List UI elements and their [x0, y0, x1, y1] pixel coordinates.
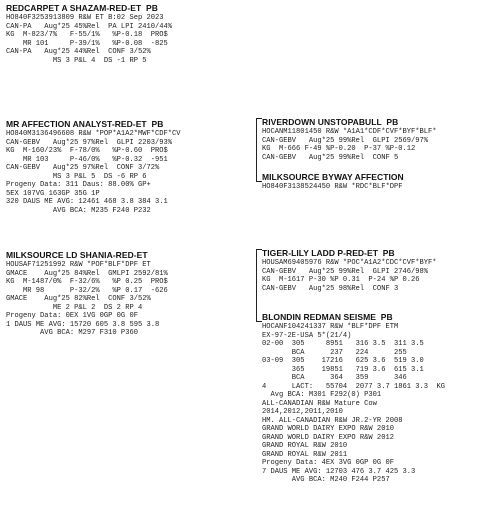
info-line: MS 3 P&L 5 DS -6 RP 6 — [6, 172, 147, 181]
pedigree-block-sires-dam — [262, 172, 404, 192]
info-line: HO840F3138524450 R&W *RDC*BLF*DPF — [262, 183, 403, 191]
info-line: Progeny Data: 4EX 3VG 0GP 0G 0F — [262, 459, 394, 467]
info-line: MS 3 P&L 4 DS -1 RP 5 — [6, 56, 147, 65]
info-line: HOCANF104241337 R&W *BLF*DPF ETM — [262, 323, 399, 331]
info-line: CAN-GEBV Aug*25 99%Rel GLPI 2569/97% — [262, 136, 429, 145]
animal-name: BLONDIN REDMAN SEISME PB — [262, 312, 393, 322]
info-line: EX-97-2E-USA 5*(21/4) — [262, 331, 352, 340]
info-line: GRAND ROYAL R&W 2010 — [262, 442, 348, 450]
info-line: KG M-160/23% F-78/0% %P-0.60 PRO$ — [6, 147, 168, 155]
pedigree-block-sire — [6, 119, 181, 215]
info-line: CAN-GEBV Aug*25 99%Rel CONF 5 — [262, 153, 399, 162]
pedigree-bracket — [256, 118, 257, 182]
info-line: 02-00 305 8951 316 3.5 311 3.5 — [262, 340, 424, 348]
info-line: HOUSAM69405976 R&W *POC*A1A2*CDC*CVF*BYF* — [262, 259, 437, 267]
animal-name: REDCARPET A SHAZAM-RED-ET PB — [6, 3, 158, 13]
info-line: KG M-823/7% F-55/1% %P-0.18 PRO$ — [6, 31, 168, 39]
info-line: MR 103 P-46/0% %P-0.32 -951 — [6, 155, 168, 164]
info-line: HOCANM11801450 R&W *A1A1*CDF*CVF*BYF*BLF* — [262, 128, 437, 136]
info-line: CAN-PA Aug*25 44%Rel CONF 3/52% — [6, 48, 151, 56]
info-line: ME 2 P&L 2 DS 2 RP 4 — [6, 303, 143, 312]
info-line: CAN-GEBV Aug*25 99%Rel GLPI 2746/98% — [262, 267, 429, 276]
pedigree-block-sires-sire — [262, 117, 437, 162]
info-line: GRAND WORLD DAIRY EXPO R&W 2010 — [262, 425, 394, 433]
info-line: 320 DAUS ME AVG: 12461 468 3.8 384 3.1 — [6, 198, 168, 206]
info-line: HO840F3253913809 R&W ET B:02 Sep 2023 — [6, 14, 164, 22]
info-line: 2014,2012,2011,2010 — [262, 408, 343, 416]
info-line: 4 LACT: 55704 2077 3.7 1861 3.3 KG — [262, 382, 446, 391]
animal-name: RIVERDOWN UNSTOPABULL PB — [262, 117, 399, 127]
info-line: Progeny Data: 311 Daus: 88.00% GP+ — [6, 181, 151, 189]
info-line: HM. ALL-CANADIAN R&W JR.2-YR 2008 — [262, 416, 403, 425]
info-line: BCA 237 224 255 — [262, 348, 407, 357]
info-line: GRAND WORLD DAIRY EXPO R&W 2012 — [262, 433, 394, 442]
info-line: GRAND ROYAL R&W 2011 — [262, 450, 348, 459]
animal-name: MILKSOURCE LD SHANIA-RED-ET — [6, 250, 148, 260]
info-line: Progeny Data: 0EX 1VG 0GP 0G 0F — [6, 312, 138, 320]
animal-name: MILKSOURCE BYWAY AFFECTION — [262, 172, 404, 182]
pedigree-bracket — [256, 249, 257, 322]
info-line: MR 98 P-32/2% %P 0.17 -626 — [6, 286, 168, 295]
pedigree-block-dams-sire — [262, 248, 437, 293]
info-line: Avg BCA: M301 F292(0) P301 — [262, 391, 382, 399]
info-line: KG M-666 F-49 %P-0.20 P-37 %P-0.12 — [262, 145, 416, 153]
info-line: 365 19851 719 3.6 615 3.1 — [262, 365, 424, 374]
info-line: 5EX 107VG 163GP 35G 1P — [6, 189, 100, 198]
pedigree-block-subject — [6, 3, 172, 65]
info-line: CAN-PA Aug*25 45%Rel PA LPI 2410/44% — [6, 22, 173, 31]
info-line: CAN-GEBV Aug*25 97%Rel GLPI 2203/93% — [6, 138, 173, 147]
info-line: MR 101 P-39/1% %P-0.08 -825 — [6, 39, 168, 48]
info-line: AVG BCA: M297 F310 P360 — [6, 329, 138, 337]
pedigree-block-dam — [6, 250, 168, 338]
info-line: BCA 364 359 346 — [262, 374, 407, 382]
animal-name: MR AFFECTION ANALYST-RED-ET PB — [6, 119, 164, 129]
info-line: HOUSAF71251992 R&W *POF*BLF*DPF ET — [6, 261, 151, 269]
info-line: AVG BCA: M240 F244 P257 — [262, 476, 390, 484]
info-line: AVG BCA: M235 F240 P232 — [6, 206, 151, 215]
info-line: 03-09 305 17216 625 3.6 519 3.0 — [262, 357, 424, 365]
animal-name: TIGER-LILY LADD P-RED-ET PB — [262, 248, 395, 258]
info-line: KG M-1487/0% F-32/6% %P 0.25 PRO$ — [6, 278, 168, 286]
info-line: ALL-CANADIAN R&W Mature Cow — [262, 399, 377, 408]
info-line: KG M-1617 P-30 %P 0.31 P-24 %P 0.26 — [262, 276, 420, 284]
info-line: CAN-GEBV Aug*25 97%Rel CONF 3/72% — [6, 164, 160, 172]
info-line: HO840M3136496608 R&W *POP*A1A2*MWF*CDF*CV — [6, 130, 181, 138]
info-line: 7 DAUS ME AVG: 12703 476 3.7 425 3.3 — [262, 467, 416, 476]
pedigree-block-dams-dam — [262, 312, 445, 485]
info-line: CAN-GEBV Aug*25 98%Rel CONF 3 — [262, 284, 399, 293]
info-line: GMACE Aug*25 82%Rel CONF 3/52% — [6, 295, 151, 303]
info-line: GMACE Aug*25 84%Rel GMLPI 2592/81% — [6, 269, 168, 278]
info-line: 1 DAUS ME AVG: 15720 605 3.8 595 3.8 — [6, 320, 160, 329]
